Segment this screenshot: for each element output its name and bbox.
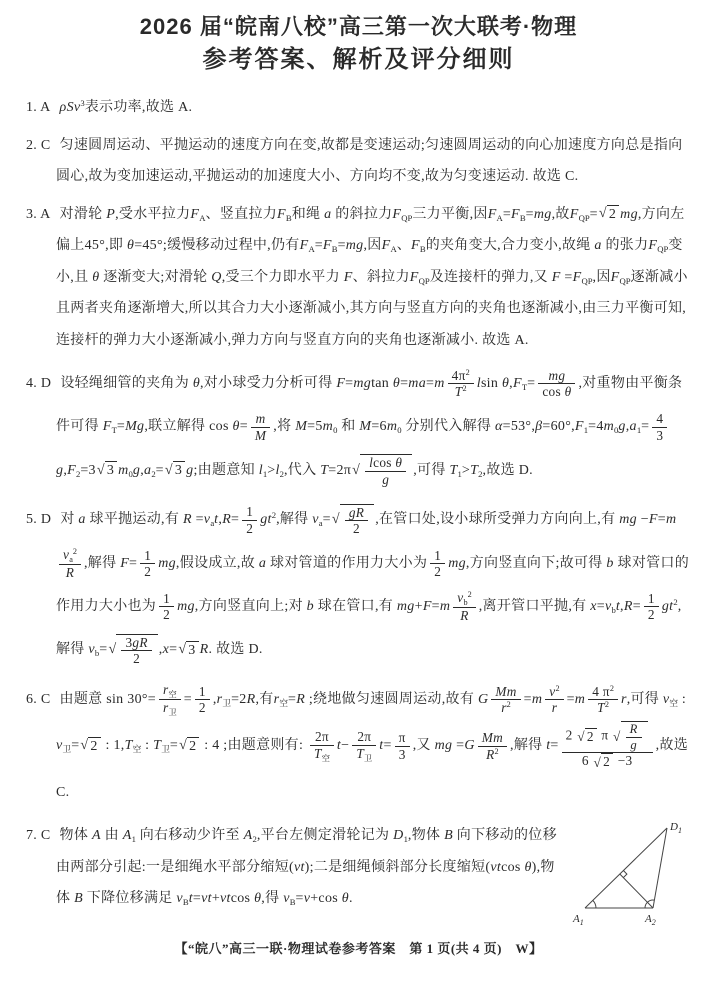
answer-item-4 — [26, 362, 691, 492]
item-label: 3. A — [26, 206, 51, 222]
item-label: 2. C — [26, 137, 51, 153]
angle-mark-a1 — [593, 901, 596, 909]
angle-mark-a2-left — [645, 903, 647, 909]
answer-item-2 — [26, 130, 691, 193]
answer-item-1 — [26, 92, 691, 124]
right-angle-mark — [623, 871, 627, 878]
answer-item-3 — [26, 199, 691, 357]
answer-item-7-wrap — [26, 820, 691, 928]
item-label: 7. C — [26, 828, 51, 844]
angle-mark-a2-right — [647, 900, 654, 902]
item-text: 设轻绳细管的夹角为 θ,对小球受力分析可得 F=mgtan θ=ma=m $\frac{4\pi^2}{T^2}$ lsin $\theta,F_T=$ $\frac{mg}{\text{cos θ}}$ ,对重物由平衡条件可得 $F_T=Mg$,联立解得 cos θ= $\frac{m}{M}$ ,将 $M=5m_0$ 和 $M=6m_0$ 分别代入解得 $\alpha=53^\circ,\beta=60^\circ,F_1=4m_0g,a_1=$ $\frac{4}{3}$ $g,F_2=3$ √ 3 $m_0g,a_2=$ √ 3 g;由题意知 $l_1>l_2$,代入 T=2π √ $\frac{\text{lcos θ}}{g}$ ,可得 $T_1>T_2$,故选 D. — [56, 368, 683, 487]
item-text: 对滑轮 P,受水平拉力$F_A$、竖直拉力$F_B$和绳 a 的斜拉力$F_{QP}$三力平衡,因$F_A=F_B=mg$,故$F_{QP}=$ √ 2 mg,方向左偏上45°,即 θ=45°;缓慢移动过程中,仍有$F_A=F_B=mg$,因$F_A$、$F_B$的夹角变大,合力变小,故绳 a 的张力$F_{QP}$变小,且 θ 逐渐变大;对滑轮 Q,受三个力即水平力 F、斜拉力$F_{QP}$及连接杆的弹力,又 $F =F_{QP}$,因$F_{QP}$逐渐减小且两者夹角逐渐增大,所以其合力大小逐渐减小,其方向与竖直方向的夹角也逐渐减小,由三力平衡可知,连接杆的弹力大小逐渐减小,弹力方向与竖直方向的夹角也逐渐减小. 故选 A. — [56, 206, 688, 348]
page-header — [26, 12, 691, 76]
item-text: 物体 A 由 $A_1$ 向右移动少许至 $A_2$,平台左侧定滑轮记为 $D_1$,物体 B 向下移动的位移由两部分引起:一是细绳水平部分缩短(vt);二是细绳倾斜部分长度缩短(vtcos θ),物体 B 下降位移满足 $v_Bt=vt+vtcos$ θ,得 $v_B=v+\cos$ θ. — [56, 828, 557, 908]
item-label: 6. C — [26, 691, 51, 707]
item-text: 由题意 sin 30°= $\frac{r_空}{r_卫}$ = $\frac{1}{2}$ $,r_卫=2R$,有$r_空=R$ ;绕地做匀速圆周运动,故有 G $\frac{Mm}{r^2}$ =m $\frac{v^2}{r}$ =m $\frac{4 \pi^2}{T^2}$ r,可得 $v_空$ : $v_卫=$ √ 2 : $1,T_空$ : $T_卫=$ √ 2 : 4 ;由题意则有: $\frac{2\pi}{T_空}$ t− $\frac{2\pi}{T_卫}$ t= $\frac{\pi}{3}$ ,又 mg =G $\frac{Mm}{R^2}$ ,解得 t= 2 √ 2 π √ $\frac{R}{g}$ 6 √ 2 −3 ,故选 C. — [56, 681, 689, 801]
diagram-label-a1: $A_1$ — [573, 913, 584, 928]
item-text: 对 a 球平抛运动,有 $R =v_at,R=$ $\frac{1}{2}$ $gt^2$,解得 $v_a=$ √ $\frac{gR}{2}$ ,在管口处,设小球所受弹力方向向上,有 mg −F=m $\frac{v_a^2}{R}$ ,解得 F= $\frac{1}{2}$ mg,假设成立,故 a 球对管道的作用力大小为 $\frac{1}{2}$ mg,方向竖直向下;故可得 b 球对管口的作用力大小也为 $\frac{1}{2}$ mg,方向竖直向上;对 b 球在管口,有 mg+F=m $\frac{v_b^2}{R}$ ,离开管口平抛,有 $x=v_bt,R=$ $\frac{1}{2}$ $gt^2$,解得 $v_b=$ √ $\frac{3gR}{2}$ ,x= √ 3 R. 故选 D. — [56, 504, 690, 667]
page-subtitle: 参考答案、解析及评分细则 — [202, 45, 515, 73]
diagram-perpendicular-line — [620, 874, 653, 908]
answer-item-6 — [26, 678, 691, 815]
diagram-label-d1: $D_1$ — [670, 821, 682, 836]
page-title: 2026 届“皖南八校”高三第一次大联考·物理 — [139, 14, 578, 39]
item-text: ρSv$^3$表示功率,故选 A. — [59, 97, 193, 116]
item-text: 匀速圆周运动、平抛运动的速度方向在变,故都是变速运动;匀速圆周运动的向心加速度方向总是指向圆心,故为变加速运动,平抛运动的加速度大小、方向均不变,故为匀变速运动. 故选 C. — [56, 137, 683, 185]
item-label: 1. A — [26, 100, 51, 116]
answer-item-5 — [26, 498, 691, 672]
pulley-triangle-diagram — [571, 816, 689, 928]
item-label: 4. D — [26, 376, 52, 392]
item-label: 5. D — [26, 512, 52, 528]
diagram-label-a2: $A_2$ — [645, 913, 656, 928]
page-footer: 【“皖八”高三一联·物理试卷参考答案 第 1 页(共 4 页) W】 — [174, 941, 543, 957]
answers-content — [26, 92, 691, 928]
